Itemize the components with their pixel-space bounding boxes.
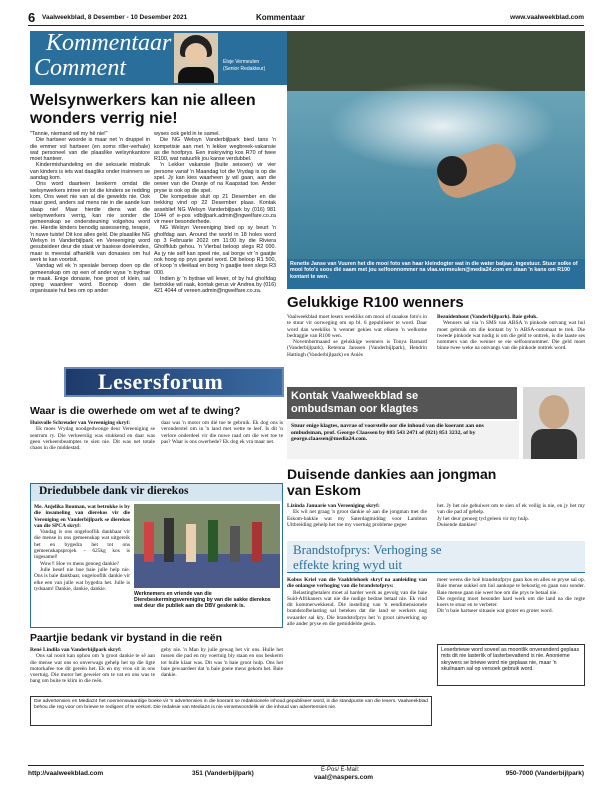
ombudsman-body: Stuur enige klagtes, navrae of voorstelle oor die inhoud van die koerant aan ons ombudsman, prof. George Claassen by 083 543 2471 of (021) 851 3232, of by george.claassen@media24.com. <box>287 421 519 459</box>
paartjie-body: Ons sal nooit kan ophou om 'n groot dankie te sê aan die mense wat ons so onverwags gehelp het op die ligte motorkafee toe dit gereën het. Ek en my vrou sit in ons voertuig. Die motor het geweier om te vat en ons was te bang om buite te klim in die reën. <box>30 653 155 685</box>
winners-column-left <box>287 314 427 358</box>
duisende-headline-line1: Duisende dankies aan jongman <box>287 466 497 482</box>
editorial-column-2 <box>154 131 276 341</box>
dierekos-box <box>30 483 283 628</box>
footer-email-label: E-Pos/ E-Mail: <box>321 767 360 773</box>
photo-caption: Renette Janse van Vuuren het die mooi foto van haar kleindogter wat in die water baljaar, ingestuur. Stuur solke of mooi foto's soos dié saam met jou selfoonnommer na vlaa.vermeulen@media24.com en staan 'n kans om R100 kontant te wen. <box>287 259 585 289</box>
dierekos-byline: Me. Anjelika Bouman, wat betrokke is by die insameling van dierekos vir die Vereniging en Vanderbijlpark se dierekos van die SPCA skryf: <box>34 504 130 529</box>
dierekos-caption: Werknemers en vriende van die Dierebeskermingsvereniging by van die sakke dierekos wat deur die publiek aan die DBV geskenk is. <box>134 591 271 610</box>
letter1-byline: Huisvolle Schreuder van Vereeniging skryf: <box>30 420 131 426</box>
editorial-paragraph: wyses ook geld in te samel. <box>154 131 220 137</box>
disclaimer-box: Die advertensies en Media24 het noemenswaardige boeke vir 'n advertensies in die koerant se redaksionele inhoud gepubliseer word, is die standpunte van die lesers. Vaalweekblad behou die reg voor om briewe te redigeer of te verkort. Die redaksie van Media24 is nie verantwoordelik vir die inhoud van advertensies nie. <box>30 696 432 726</box>
editorial-column-1 <box>30 131 150 341</box>
lesersforum-banner <box>64 367 284 397</box>
banner-word-kommentaar: Kommentaar <box>46 30 172 56</box>
winners-headline: Gelukkige R100 wenners <box>287 294 464 311</box>
page-header <box>28 10 584 26</box>
winners-paragraph: Vaalweekblad moet lesers weekliks om mooi of snaakse foto's in te stuur vir oorweging om op bl. 6 gepubliseer te word. Daar word dan weekliks 'n wenner gekies wat elkeen 'n welkome bedraggie van R100 wen. <box>287 314 427 339</box>
brandstof-headline-box <box>287 541 585 573</box>
paartjie-column-1 <box>30 647 155 693</box>
page-number: 6 <box>28 10 36 25</box>
winners-column-right <box>437 314 585 352</box>
swimming-photo <box>287 31 585 259</box>
editorial-paragraph: Ons word daarteen beskerm omdat die welsynwerkers intree en tot die kinders se redding kom. Ons weet nie van al die gewelds nie. Ook maar goed, anders sal mens nie in die aande kan slaap nie! Maar hierdie diens wat die welsynwerkers verrig, kan nie sonder die gemeenskap se ondersteuning volgehou word nie. Hierdie kinders benodig assessering, terapie, 'n nuwe tuiste! Dit kos alles geld. Die plaaslike NG Welsyn in Vanderbijlpark en Vereeniging word gesubsideer deur die staat vir basiese doeleindes, maar is meestal afhanklik van donasies om hul werk te kan voortsit. <box>30 181 150 263</box>
letter1-body-cont: daar was 'n motor om dié toe te gebruik. Ek dog ons is veronderstel om in 'n land met wette te leef. Is dit 'n verlore onderdeel vir die nuwe raad om die wet toe te pas? Waar is ons owerhede? Ek dog ek vra maar net. <box>161 420 283 445</box>
editorial-paragraph: Indien jy 'n bydrae wil lewer, of by hul gholfdag betrokke wil raak, kontak gerus vir Andrea by (016) 421 4044 of vereen.admin@ngwelfare.co.za. <box>154 275 276 295</box>
brandstof-byline: Kobus Kriel van die Vaaldriehoek skryf na aanleiding van die onlangse verhoging van die brandstofprys: <box>287 577 427 590</box>
dierekos-text <box>34 504 130 626</box>
paartjie-column-2 <box>161 647 283 693</box>
letter1-column-2 <box>161 420 283 445</box>
brandstof-headline-line2: effekte kring wyd uit <box>293 557 403 572</box>
brandstof-body: Belastingbetalers moet al harder werk as gevolg van die baie Suid-Afrikaners wat nie die nodige bedrae betaal nie. Ek vind dit kommerwekkend. Die instelling van 'n eendimensionele brandstofbelasting sal beteken dat die land se werkers nog swaarder sal kry. Die brandstofprys het 'n groot uitwerking op alle ander pryse en die gemiddelde gesin. <box>287 589 427 628</box>
columnist-title: (Senior Redakteur) <box>223 66 266 72</box>
brandstof-headline <box>293 542 442 572</box>
footer-website[interactable]: http://vaalweekblad.com <box>28 770 104 777</box>
ombudsman-box <box>287 387 585 459</box>
editorial-headline-line1: Welsynwerkers kan nie alleen <box>30 92 256 109</box>
editorial-paragraph: 'n Lekker vakansie (buite seisoen) vir vier persone vanaf 'n Maandag tot die Vrydag is op die spel. Jy kan kies waarheen jy wil gaan, aan die oewer van die Oranje of na Kaapstad toe. Ander prysе is ook op die spel. <box>154 162 276 194</box>
brandstof-column-1 <box>287 577 427 667</box>
letter1-column-1 <box>30 420 155 451</box>
editorial-paragraph: Die kompetisie sluit op 21 Desember en die trekking vind op 22 Desember plaas. Kontak asseblief NG Welsyn Vanderbijlpark by (016) 981 1044 of e-pos vdbijlpark.admin@ngwelfare.co.za vir meer besonderhede. <box>154 193 276 226</box>
ombudsman-title-line1: Kontak Vaalweekblad se <box>291 390 419 402</box>
lesersforum-title: Lesersforum <box>98 369 224 394</box>
editorial-headline <box>30 92 300 128</box>
editorial-paragraph: Vandag wil ek 'n spesiale beroep doen op die gemeenskap om op een of ander wyse 'n bydrae te maak. Enige donasie, hoe groot of klein, sal opreg waardeer word. Boonop doen die organisasie hul bes om op ander <box>30 263 150 295</box>
duisende-headline <box>287 467 585 498</box>
footer-email[interactable]: vaal@naspers.com <box>314 774 374 781</box>
winners-paragraph: Wenners sal via 'n SMS van ABSA 'n pinkode ontvang wat hul moet gebruik om die kontant by 'n ABSA-outomaat te trek. Die tweede pinkode wat nodig is om die geld te onttrek, is die laaste ses nommers van die wenner se eie selfoonnommer. Die geld moet binne twee weke na ontvangs van die pinkode onttrek word. <box>437 320 585 352</box>
editorial-paragraph: Die NG Welsyn Vanderbijlpark bied tans 'n kompetisie aan met 'n lekker wegbreek-vakansie as die hoofprys. Een inskrywing kos R70 of twee R100, wat natuurlik jou kanse verdubbel. <box>154 137 276 163</box>
ombudsman-portrait <box>523 387 585 459</box>
winners-paragraph: Novembermaand se gelukkige wenners is Tonya Barnard (Vanderbijlpark), Retenna Janssen (Vanderbijlpark), Hendrin Hattingh (Vanderbijlpark) en Aniès <box>287 339 427 358</box>
paartjie-headline: Paartjie bedank vir bystand in die reën <box>30 632 222 644</box>
duisende-headline-line2: van Eskom <box>287 481 361 498</box>
brandstof-body-cont: meer weens die hoë brandstofprys gaan kos en alles se pryse sal op. Baie mense sukkel om hul aankope te bekostig en gaan nou sonder. Baie mense gaan nie weet hoe om die prys te betaal nie. Die regering moet besonder hard werk om die land na die regte koers te stuur en te verbeter. Dit 'n baie hartseer situasie wat groter en groter word. <box>437 577 585 615</box>
duisende-column-2 <box>437 503 585 528</box>
duisende-column-1 <box>287 503 427 528</box>
brandstof-column-2 <box>437 577 585 639</box>
page-footer <box>28 765 584 781</box>
dierekos-paragraph: Vandag is ons ongelooflik dankbaar vir die mense in ons gemeenskap wat uitgereik het en bygedra het tot ons gemeenskapsprojek – 625kg kos is ingesamel! <box>34 529 130 561</box>
dierekos-title: Driedubbele dank vir dierekos <box>31 484 282 501</box>
paartjie-byline: René Lindila van Vanderbijlpark skryf: <box>30 647 122 653</box>
footer-phone: 950-7000 (Vanderbijlpark) <box>505 770 584 777</box>
paartjie-body-cont: geby nie. 'n Man by julle gewag het vir ons. Hulle het tussen die pad en my voertuig bly staan en ons beskerm tot hulle klaar was. Dit was 'n baie groot hulp. Ons het baie gewaardeer dat 'n baie goeie mens gekom het. Baie dankie. <box>161 647 283 679</box>
duisende-byline: Lizinda Januarie van Vereeniging skryf: <box>287 503 380 509</box>
letter1-headline: Waar is die owerhede om wet af te dwing? <box>30 405 241 417</box>
letters-policy-box: Leserbriewe word soveel as moontlik onveranderd geplaas mits dit nie lasterlik of lasterbevattend is nie. Anonieme skrywers se briewe word nie geplaas nie, maar 'n skuilnaam sal op versoek gebruik word. <box>437 644 585 686</box>
issue-date: Vaalweekblad, 8 Desember - 10 Desember 2021 <box>42 14 188 21</box>
editorial-paragraph: Kindermishandeling en die seksuele misbruik van kinders is iets wat daagliks onder insinners se aandag kom. <box>30 162 150 182</box>
section-name: Kommentaar <box>256 13 305 22</box>
winners-paragraph: Bezuidenhout (Vanderbijlpark). Baie geluk. <box>437 314 538 320</box>
letter1-body: Ek moes Vrydag noodgedwonge deur Vereeniging se sentrum ry. Die verkeerslig was stukkend en daar was geen verkeersbeamptes te sien nie. Dit was net totale chaos in die middestad. <box>30 426 155 452</box>
editorial-paragraph: NG Welsyn Vereeniging bied op sy beurt 'n gholfdag aan. Around the world in 18 holes word op 3 Februarie 2022 om 11:00 by die Riviera Gholfklub gehou. 'n Vierbal beloop slegs R2 000. As jy nie self kan speel nie, sal borge vir 'n gaatjie ook hoog op prys gestel word. Dit beloop R1 500, of koop 'n vlieëlaal en borg 'n gaatjie teen slegs R3 000. <box>154 225 276 276</box>
editorial-headline-line2: wonders verrig nie! <box>30 110 178 127</box>
duisende-body: Ek wil net graag 'n groot dankie sê aan die jongman met die Eskom-bakkie wat my Saterdagmiddag voor Lambton Uitbreiding gehelp het toe my voertuig probleme gegee <box>287 509 427 528</box>
dierekos-paragraph: Wow!! Hoe vs mens genoeg dankie? <box>40 560 120 567</box>
brandstof-headline-line1: Brandstofprys: Verhoging se <box>293 542 442 557</box>
editorial-paragraph: Die hartseer woorde is maar net 'n druppel in die emmer vol hartseer (en soms riller-verhale) wat personeel van die plaaslike welsynkantore moet hanteer. <box>30 137 150 163</box>
kommentaar-banner <box>30 31 293 85</box>
header-website[interactable]: www.vaalweekblad.com <box>510 14 584 21</box>
dierekos-photo <box>134 504 280 588</box>
footer-left-contact: 351 (Vanderbijlpark) <box>192 770 254 777</box>
duisende-body-cont: het. Jy het nie gehuiwer om te sien of ek veilig is nie, en jy het my van die pad af gehelp. Jy het deur genoeg tyd geleen vir my hulp. Duisende dankies! <box>437 503 585 528</box>
columnist-portrait <box>174 33 218 83</box>
banner-word-comment: Comment <box>34 55 126 81</box>
ombudsman-title <box>287 387 517 419</box>
columnist-name: Elsje Vermeulen <box>223 59 260 65</box>
dierekos-paragraph: Julle besef nie hoe baie julle help nie. Ons is baie dankbaar, ongelooflik dankie vir elke een van julle wat bygedra het. Julle is tydsaam! Dankie, dankie, dankie. <box>34 566 130 592</box>
editorial-paragraph: "Tannie, niemand wil my hê nie!" <box>30 131 108 137</box>
ombudsman-title-line2: ombudsman oor klagtes <box>291 403 419 415</box>
